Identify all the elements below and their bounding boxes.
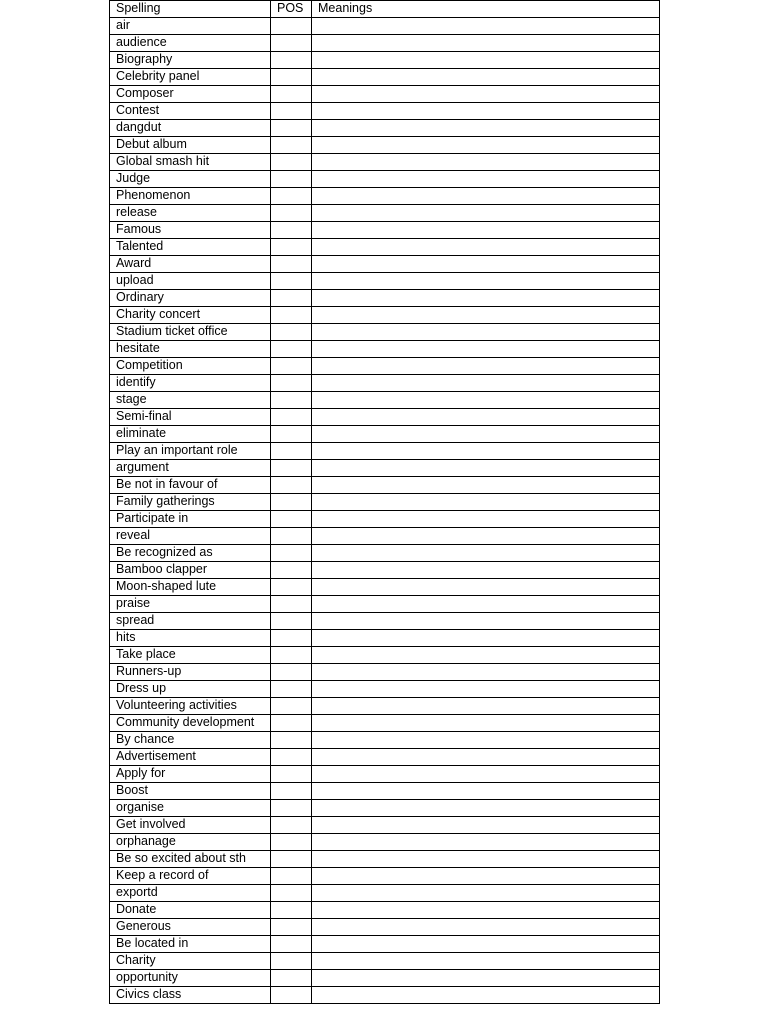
cell-pos[interactable] bbox=[271, 409, 312, 426]
cell-pos[interactable] bbox=[271, 494, 312, 511]
table-row bbox=[110, 154, 660, 171]
cell-pos[interactable] bbox=[271, 120, 312, 137]
table-row bbox=[110, 783, 660, 800]
header-spelling: Spelling bbox=[110, 1, 271, 18]
table-header-row bbox=[110, 1, 660, 18]
cell-pos[interactable] bbox=[271, 885, 312, 902]
cell-meanings[interactable] bbox=[312, 630, 660, 647]
table-row bbox=[110, 256, 660, 273]
cell-spelling: Contest bbox=[110, 103, 271, 120]
table-row bbox=[110, 953, 660, 970]
table-row bbox=[110, 800, 660, 817]
cell-spelling: Composer bbox=[110, 86, 271, 103]
cell-spelling: hesitate bbox=[110, 341, 271, 358]
cell-meanings[interactable] bbox=[312, 953, 660, 970]
cell-meanings[interactable] bbox=[312, 545, 660, 562]
cell-pos[interactable] bbox=[271, 188, 312, 205]
cell-pos[interactable] bbox=[271, 239, 312, 256]
cell-spelling: orphanage bbox=[110, 834, 271, 851]
table-row bbox=[110, 460, 660, 477]
cell-pos[interactable] bbox=[271, 868, 312, 885]
cell-spelling: Dress up bbox=[110, 681, 271, 698]
cell-spelling: Phenomenon bbox=[110, 188, 271, 205]
cell-spelling: Civics class bbox=[110, 987, 271, 1004]
cell-spelling: Global smash hit bbox=[110, 154, 271, 171]
cell-meanings[interactable] bbox=[312, 103, 660, 120]
cell-spelling: upload bbox=[110, 273, 271, 290]
cell-meanings[interactable] bbox=[312, 647, 660, 664]
table-row bbox=[110, 885, 660, 902]
cell-spelling: hits bbox=[110, 630, 271, 647]
cell-spelling: stage bbox=[110, 392, 271, 409]
cell-spelling: Award bbox=[110, 256, 271, 273]
cell-meanings[interactable] bbox=[312, 613, 660, 630]
cell-meanings[interactable] bbox=[312, 154, 660, 171]
cell-pos[interactable] bbox=[271, 426, 312, 443]
cell-pos[interactable] bbox=[271, 205, 312, 222]
cell-spelling: argument bbox=[110, 460, 271, 477]
cell-meanings[interactable] bbox=[312, 120, 660, 137]
cell-spelling: release bbox=[110, 205, 271, 222]
table-row bbox=[110, 52, 660, 69]
cell-spelling: Debut album bbox=[110, 137, 271, 154]
table-row bbox=[110, 426, 660, 443]
cell-pos[interactable] bbox=[271, 222, 312, 239]
cell-spelling: Family gatherings bbox=[110, 494, 271, 511]
cell-pos[interactable] bbox=[271, 970, 312, 987]
cell-spelling: opportunity bbox=[110, 970, 271, 987]
table-row bbox=[110, 307, 660, 324]
table-row bbox=[110, 188, 660, 205]
cell-meanings[interactable] bbox=[312, 426, 660, 443]
cell-pos[interactable] bbox=[271, 562, 312, 579]
table-row bbox=[110, 69, 660, 86]
table-row bbox=[110, 511, 660, 528]
cell-spelling: Ordinary bbox=[110, 290, 271, 307]
cell-meanings[interactable] bbox=[312, 35, 660, 52]
cell-pos[interactable] bbox=[271, 749, 312, 766]
table-row bbox=[110, 715, 660, 732]
table-row bbox=[110, 341, 660, 358]
cell-meanings[interactable] bbox=[312, 528, 660, 545]
header-pos: POS bbox=[271, 1, 312, 18]
cell-meanings[interactable] bbox=[312, 885, 660, 902]
cell-pos[interactable] bbox=[271, 69, 312, 86]
cell-meanings[interactable] bbox=[312, 851, 660, 868]
table-row bbox=[110, 970, 660, 987]
table-row bbox=[110, 358, 660, 375]
cell-spelling: Bamboo clapper bbox=[110, 562, 271, 579]
cell-pos[interactable] bbox=[271, 392, 312, 409]
table-row bbox=[110, 647, 660, 664]
cell-meanings[interactable] bbox=[312, 392, 660, 409]
cell-meanings[interactable] bbox=[312, 409, 660, 426]
cell-spelling: praise bbox=[110, 596, 271, 613]
table-row bbox=[110, 273, 660, 290]
cell-pos[interactable] bbox=[271, 341, 312, 358]
cell-spelling: Semi-final bbox=[110, 409, 271, 426]
cell-pos[interactable] bbox=[271, 664, 312, 681]
cell-pos[interactable] bbox=[271, 137, 312, 154]
cell-meanings[interactable] bbox=[312, 205, 660, 222]
cell-pos[interactable] bbox=[271, 18, 312, 35]
cell-meanings[interactable] bbox=[312, 171, 660, 188]
table-row bbox=[110, 409, 660, 426]
cell-pos[interactable] bbox=[271, 358, 312, 375]
cell-pos[interactable] bbox=[271, 511, 312, 528]
cell-meanings[interactable] bbox=[312, 273, 660, 290]
cell-pos[interactable] bbox=[271, 154, 312, 171]
cell-spelling: Charity bbox=[110, 953, 271, 970]
cell-pos[interactable] bbox=[271, 460, 312, 477]
cell-pos[interactable] bbox=[271, 681, 312, 698]
table-row bbox=[110, 902, 660, 919]
cell-spelling: Generous bbox=[110, 919, 271, 936]
cell-pos[interactable] bbox=[271, 732, 312, 749]
cell-spelling: Stadium ticket office bbox=[110, 324, 271, 341]
cell-meanings[interactable] bbox=[312, 137, 660, 154]
cell-spelling: By chance bbox=[110, 732, 271, 749]
table-row bbox=[110, 205, 660, 222]
cell-pos[interactable] bbox=[271, 613, 312, 630]
cell-spelling: Moon-shaped lute bbox=[110, 579, 271, 596]
table-row bbox=[110, 375, 660, 392]
cell-spelling: Celebrity panel bbox=[110, 69, 271, 86]
table-row bbox=[110, 732, 660, 749]
cell-pos[interactable] bbox=[271, 375, 312, 392]
table-row bbox=[110, 477, 660, 494]
cell-spelling: organise bbox=[110, 800, 271, 817]
table-row bbox=[110, 528, 660, 545]
cell-spelling: Participate in bbox=[110, 511, 271, 528]
cell-meanings[interactable] bbox=[312, 562, 660, 579]
cell-pos[interactable] bbox=[271, 817, 312, 834]
cell-meanings[interactable] bbox=[312, 579, 660, 596]
table-row bbox=[110, 120, 660, 137]
cell-spelling: Get involved bbox=[110, 817, 271, 834]
cell-meanings[interactable] bbox=[312, 596, 660, 613]
cell-spelling: identify bbox=[110, 375, 271, 392]
cell-spelling: Volunteering activities bbox=[110, 698, 271, 715]
table-row bbox=[110, 86, 660, 103]
cell-meanings[interactable] bbox=[312, 919, 660, 936]
table-row bbox=[110, 613, 660, 630]
cell-meanings[interactable] bbox=[312, 256, 660, 273]
cell-spelling: Be so excited about sth bbox=[110, 851, 271, 868]
table-row bbox=[110, 222, 660, 239]
cell-spelling: Be located in bbox=[110, 936, 271, 953]
table-row bbox=[110, 579, 660, 596]
cell-pos[interactable] bbox=[271, 630, 312, 647]
cell-meanings[interactable] bbox=[312, 817, 660, 834]
cell-meanings[interactable] bbox=[312, 341, 660, 358]
cell-pos[interactable] bbox=[271, 290, 312, 307]
cell-meanings[interactable] bbox=[312, 290, 660, 307]
table-row bbox=[110, 868, 660, 885]
table-row bbox=[110, 834, 660, 851]
cell-pos[interactable] bbox=[271, 919, 312, 936]
cell-spelling: spread bbox=[110, 613, 271, 630]
table-row bbox=[110, 749, 660, 766]
cell-meanings[interactable] bbox=[312, 987, 660, 1004]
cell-meanings[interactable] bbox=[312, 800, 660, 817]
cell-pos[interactable] bbox=[271, 987, 312, 1004]
cell-pos[interactable] bbox=[271, 715, 312, 732]
cell-meanings[interactable] bbox=[312, 698, 660, 715]
cell-pos[interactable] bbox=[271, 579, 312, 596]
cell-meanings[interactable] bbox=[312, 443, 660, 460]
cell-pos[interactable] bbox=[271, 171, 312, 188]
cell-meanings[interactable] bbox=[312, 307, 660, 324]
cell-pos[interactable] bbox=[271, 698, 312, 715]
cell-pos[interactable] bbox=[271, 528, 312, 545]
cell-meanings[interactable] bbox=[312, 188, 660, 205]
cell-spelling: Boost bbox=[110, 783, 271, 800]
cell-spelling: Take place bbox=[110, 647, 271, 664]
cell-spelling: Community development bbox=[110, 715, 271, 732]
cell-spelling: air bbox=[110, 18, 271, 35]
cell-meanings[interactable] bbox=[312, 222, 660, 239]
cell-pos[interactable] bbox=[271, 851, 312, 868]
cell-pos[interactable] bbox=[271, 936, 312, 953]
cell-meanings[interactable] bbox=[312, 324, 660, 341]
vocabulary-table bbox=[109, 0, 660, 1004]
cell-meanings[interactable] bbox=[312, 477, 660, 494]
cell-pos[interactable] bbox=[271, 953, 312, 970]
cell-pos[interactable] bbox=[271, 766, 312, 783]
cell-pos[interactable] bbox=[271, 545, 312, 562]
cell-meanings[interactable] bbox=[312, 511, 660, 528]
table-row bbox=[110, 987, 660, 1004]
cell-meanings[interactable] bbox=[312, 52, 660, 69]
cell-spelling: Donate bbox=[110, 902, 271, 919]
cell-meanings[interactable] bbox=[312, 358, 660, 375]
cell-spelling: audience bbox=[110, 35, 271, 52]
cell-spelling: Charity concert bbox=[110, 307, 271, 324]
cell-spelling: Keep a record of bbox=[110, 868, 271, 885]
table-row bbox=[110, 562, 660, 579]
cell-meanings[interactable] bbox=[312, 834, 660, 851]
cell-pos[interactable] bbox=[271, 35, 312, 52]
cell-meanings[interactable] bbox=[312, 749, 660, 766]
table-row bbox=[110, 698, 660, 715]
cell-spelling: Apply for bbox=[110, 766, 271, 783]
table-row bbox=[110, 103, 660, 120]
cell-spelling: Famous bbox=[110, 222, 271, 239]
cell-pos[interactable] bbox=[271, 647, 312, 664]
cell-spelling: Runners-up bbox=[110, 664, 271, 681]
table-row bbox=[110, 630, 660, 647]
cell-pos[interactable] bbox=[271, 307, 312, 324]
cell-meanings[interactable] bbox=[312, 732, 660, 749]
cell-meanings[interactable] bbox=[312, 18, 660, 35]
table-row bbox=[110, 239, 660, 256]
cell-meanings[interactable] bbox=[312, 868, 660, 885]
table-row bbox=[110, 681, 660, 698]
cell-pos[interactable] bbox=[271, 256, 312, 273]
table-body bbox=[110, 18, 660, 1004]
cell-meanings[interactable] bbox=[312, 494, 660, 511]
cell-meanings[interactable] bbox=[312, 936, 660, 953]
cell-meanings[interactable] bbox=[312, 902, 660, 919]
table-row bbox=[110, 664, 660, 681]
cell-meanings[interactable] bbox=[312, 783, 660, 800]
table-row bbox=[110, 851, 660, 868]
cell-pos[interactable] bbox=[271, 103, 312, 120]
cell-spelling: Be recognized as bbox=[110, 545, 271, 562]
header-meanings: Meanings bbox=[312, 1, 660, 18]
cell-spelling: eliminate bbox=[110, 426, 271, 443]
cell-spelling: dangdut bbox=[110, 120, 271, 137]
table-row bbox=[110, 392, 660, 409]
cell-meanings[interactable] bbox=[312, 69, 660, 86]
cell-spelling: Be not in favour of bbox=[110, 477, 271, 494]
cell-spelling: Advertisement bbox=[110, 749, 271, 766]
table-row bbox=[110, 137, 660, 154]
cell-spelling: Judge bbox=[110, 171, 271, 188]
cell-pos[interactable] bbox=[271, 324, 312, 341]
cell-spelling: Play an important role bbox=[110, 443, 271, 460]
table-row bbox=[110, 545, 660, 562]
table-row bbox=[110, 919, 660, 936]
table-row bbox=[110, 324, 660, 341]
table-row bbox=[110, 817, 660, 834]
table-row bbox=[110, 35, 660, 52]
cell-pos[interactable] bbox=[271, 800, 312, 817]
cell-pos[interactable] bbox=[271, 273, 312, 290]
cell-spelling: Biography bbox=[110, 52, 271, 69]
cell-pos[interactable] bbox=[271, 596, 312, 613]
table-row bbox=[110, 18, 660, 35]
table-row bbox=[110, 494, 660, 511]
cell-pos[interactable] bbox=[271, 902, 312, 919]
cell-meanings[interactable] bbox=[312, 715, 660, 732]
cell-pos[interactable] bbox=[271, 834, 312, 851]
cell-meanings[interactable] bbox=[312, 681, 660, 698]
table-row bbox=[110, 936, 660, 953]
cell-pos[interactable] bbox=[271, 477, 312, 494]
cell-meanings[interactable] bbox=[312, 460, 660, 477]
table-row bbox=[110, 290, 660, 307]
cell-meanings[interactable] bbox=[312, 766, 660, 783]
cell-spelling: Competition bbox=[110, 358, 271, 375]
cell-spelling: Talented bbox=[110, 239, 271, 256]
table-row bbox=[110, 443, 660, 460]
cell-meanings[interactable] bbox=[312, 239, 660, 256]
cell-pos[interactable] bbox=[271, 86, 312, 103]
cell-spelling: exportd bbox=[110, 885, 271, 902]
cell-meanings[interactable] bbox=[312, 664, 660, 681]
cell-meanings[interactable] bbox=[312, 86, 660, 103]
cell-spelling: reveal bbox=[110, 528, 271, 545]
cell-meanings[interactable] bbox=[312, 375, 660, 392]
table-row bbox=[110, 596, 660, 613]
cell-meanings[interactable] bbox=[312, 970, 660, 987]
cell-pos[interactable] bbox=[271, 443, 312, 460]
cell-pos[interactable] bbox=[271, 52, 312, 69]
table-row bbox=[110, 766, 660, 783]
cell-pos[interactable] bbox=[271, 783, 312, 800]
table-row bbox=[110, 171, 660, 188]
